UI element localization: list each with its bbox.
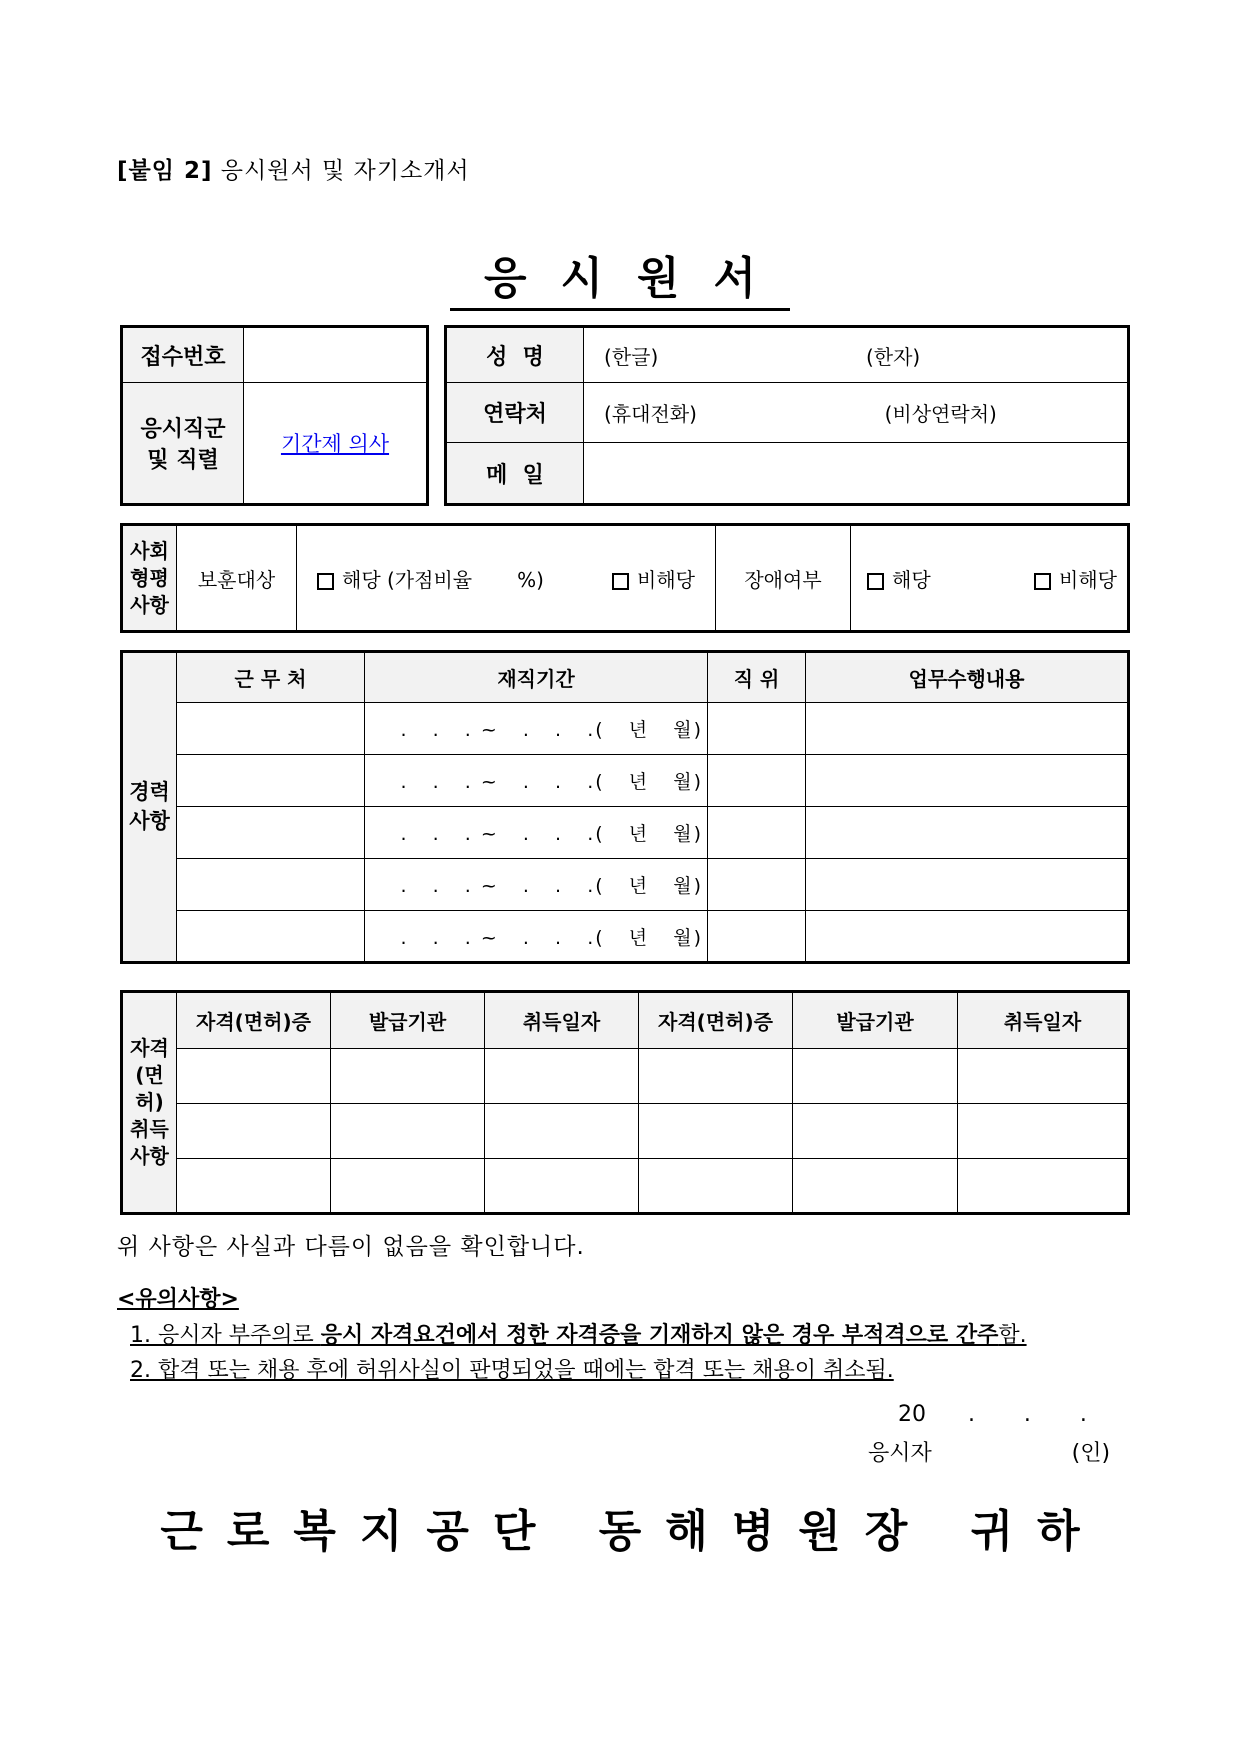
veteran-options xyxy=(297,525,716,632)
email-field[interactable] xyxy=(584,443,1129,505)
veteran-yes-text: 해당 (가점비율 xyxy=(342,567,473,592)
license-cell[interactable] xyxy=(177,1104,331,1159)
veteran-yes-option[interactable] xyxy=(317,564,544,593)
career-duties-field[interactable] xyxy=(806,859,1129,911)
license-cell[interactable] xyxy=(958,1159,1129,1214)
email-label-text: 메 일 xyxy=(486,462,544,488)
disability-options xyxy=(851,525,1129,632)
license-cell[interactable] xyxy=(177,1049,331,1104)
career-position-field[interactable] xyxy=(708,911,806,963)
career-period-text: . . . ~ . . .( 년 월) xyxy=(400,926,703,949)
career-header-workplace: 근 무 처 xyxy=(177,652,365,703)
contact-mobile: (휴대전화) xyxy=(604,402,697,426)
license-label xyxy=(122,992,177,1214)
attachment-title: 응시원서 및 자기소개서 xyxy=(220,158,470,184)
career-workplace-field[interactable] xyxy=(177,911,365,963)
career-duties-field[interactable] xyxy=(806,807,1129,859)
career-duties-field[interactable] xyxy=(806,755,1129,807)
license-header-cert-2: 자격(면허)증 xyxy=(639,992,793,1049)
confirm-statement: 위 사항은 사실과 다름이 없음을 확인합니다. xyxy=(117,1234,585,1260)
license-cell[interactable] xyxy=(958,1049,1129,1104)
career-position-field[interactable] xyxy=(708,859,806,911)
receipt-table xyxy=(120,325,429,506)
email-label xyxy=(446,443,584,505)
license-header-date-1: 취득일자 xyxy=(485,992,639,1049)
veteran-pct: %) xyxy=(517,567,544,592)
disability-no-checkbox[interactable] xyxy=(1034,573,1051,590)
career-period-text: . . . ~ . . .( 년 월) xyxy=(400,875,703,897)
attachment-tag: [붙임 2] xyxy=(117,158,213,184)
license-row xyxy=(122,1159,1129,1214)
position-label-line2: 및 직렬 xyxy=(147,448,219,473)
receipt-number-field[interactable] xyxy=(244,327,428,383)
career-position-field[interactable] xyxy=(708,807,806,859)
notice-item-1-suffix: 함. xyxy=(998,1323,1027,1348)
license-cell[interactable] xyxy=(793,1104,958,1159)
name-label-text: 성 명 xyxy=(486,344,544,370)
license-cell[interactable] xyxy=(177,1159,331,1214)
license-cell[interactable] xyxy=(793,1159,958,1214)
veteran-label: 보훈대상 xyxy=(177,525,297,632)
career-period-text: . . . ~ . . .( 년 월) xyxy=(400,719,703,741)
veteran-yes-checkbox[interactable] xyxy=(317,573,334,590)
notice-item-1-prefix: 1. 응시자 부주의로 xyxy=(130,1323,321,1348)
form-title xyxy=(0,250,1240,311)
form-title-text: 응시원서 xyxy=(450,250,790,311)
career-duties-field[interactable] xyxy=(806,911,1129,963)
disability-label: 장애여부 xyxy=(716,525,851,632)
career-header-duties: 업무수행내용 xyxy=(806,652,1129,703)
career-period-field[interactable] xyxy=(365,859,708,911)
applicant-signature-line: 응시자 (인) xyxy=(868,1441,1111,1466)
career-workplace-field[interactable] xyxy=(177,807,365,859)
contact-emergency: (비상연락처) xyxy=(884,402,997,426)
disability-no-option[interactable] xyxy=(1034,564,1117,593)
disability-no-text: 비해당 xyxy=(1059,567,1117,592)
career-period-field[interactable] xyxy=(365,755,708,807)
veteran-no-checkbox[interactable] xyxy=(612,573,629,590)
license-label-line3: 취득 xyxy=(130,1117,169,1141)
license-cell[interactable] xyxy=(639,1159,793,1214)
career-workplace-field[interactable] xyxy=(177,755,365,807)
veteran-no-text: 비해당 xyxy=(637,567,695,592)
career-period-text: . . . ~ . . .( 년 월) xyxy=(400,771,703,793)
license-header-issuer-2: 발급기관 xyxy=(793,992,958,1049)
license-header-cert-1: 자격(면허)증 xyxy=(177,992,331,1049)
career-period-field[interactable] xyxy=(365,911,708,963)
career-workplace-field[interactable] xyxy=(177,859,365,911)
license-cell[interactable] xyxy=(958,1104,1129,1159)
social-label-line2: 형평 xyxy=(130,565,169,590)
career-position-field[interactable] xyxy=(708,755,806,807)
position-label xyxy=(122,383,244,505)
career-duties-field[interactable] xyxy=(806,703,1129,755)
disability-yes-checkbox[interactable] xyxy=(867,573,884,590)
career-position-field[interactable] xyxy=(708,703,806,755)
career-table xyxy=(120,650,1130,964)
notice-item-1-bold: 응시 자격요건에서 정한 자격증을 기재하지 않은 경우 부적격으로 간주 xyxy=(320,1323,999,1348)
social-label-line1: 사회 xyxy=(130,538,169,563)
disability-yes-option[interactable] xyxy=(867,564,931,593)
date-line: 20 . . . xyxy=(898,1402,1087,1427)
license-label-line4: 사항 xyxy=(130,1144,169,1168)
license-row xyxy=(122,1049,1129,1104)
career-label-line2: 사항 xyxy=(129,809,170,833)
position-link[interactable]: 기간제 의사 xyxy=(280,432,390,456)
position-cell xyxy=(244,383,428,505)
social-label-line3: 사항 xyxy=(130,592,169,617)
social-label xyxy=(122,525,177,632)
license-cell[interactable] xyxy=(331,1049,485,1104)
contact-field[interactable] xyxy=(584,383,1129,443)
position-label-line1: 응시직군 xyxy=(140,417,226,442)
career-header-position: 직 위 xyxy=(708,652,806,703)
license-cell[interactable] xyxy=(793,1049,958,1104)
career-label xyxy=(122,652,177,963)
career-row xyxy=(122,755,1129,807)
license-header-date-2: 취득일자 xyxy=(958,992,1129,1049)
career-row xyxy=(122,859,1129,911)
name-hangul: (한글) xyxy=(604,344,659,369)
name-label xyxy=(446,327,584,383)
veteran-no-option[interactable] xyxy=(612,564,695,593)
career-row xyxy=(122,911,1129,963)
career-label-line1: 경력 xyxy=(129,780,170,804)
notice-item-2: 2. 합격 또는 채용 후에 허위사실이 판명되었을 때에는 합격 또는 채용이 취소됨. xyxy=(130,1358,894,1383)
license-cell[interactable] xyxy=(639,1104,793,1159)
license-label-line1: 자격 xyxy=(130,1036,169,1060)
notice-heading: <유의사항> xyxy=(117,1287,239,1312)
license-cell[interactable] xyxy=(331,1104,485,1159)
license-table xyxy=(120,990,1130,1215)
license-header-issuer-1: 발급기관 xyxy=(331,992,485,1049)
license-cell[interactable] xyxy=(639,1049,793,1104)
license-cell[interactable] xyxy=(485,1104,639,1159)
contact-label: 연락처 xyxy=(446,383,584,443)
career-period-field[interactable] xyxy=(365,807,708,859)
license-cell[interactable] xyxy=(485,1049,639,1104)
license-cell[interactable] xyxy=(485,1159,639,1214)
license-cell[interactable] xyxy=(331,1159,485,1214)
career-row xyxy=(122,703,1129,755)
career-period-text: . . . ~ . . .( 년 월) xyxy=(400,823,703,845)
name-hanja: (한자) xyxy=(865,344,921,369)
notice-item-1 xyxy=(130,1318,1027,1349)
name-field[interactable] xyxy=(584,327,1129,383)
addressee-footer: 근로복지공단 동해병원장 귀하 xyxy=(160,1506,1104,1557)
social-equity-table xyxy=(120,523,1130,633)
applicant-info-table xyxy=(444,325,1130,506)
receipt-label: 접수번호 xyxy=(122,327,244,383)
disability-yes-text: 해당 xyxy=(892,567,931,592)
license-row xyxy=(122,1104,1129,1159)
career-workplace-field[interactable] xyxy=(177,703,365,755)
career-header-period: 재직기간 xyxy=(365,652,708,703)
career-period-field[interactable] xyxy=(365,703,708,755)
career-row xyxy=(122,807,1129,859)
license-label-line2: (면허) xyxy=(135,1063,164,1114)
attachment-header xyxy=(117,152,470,185)
